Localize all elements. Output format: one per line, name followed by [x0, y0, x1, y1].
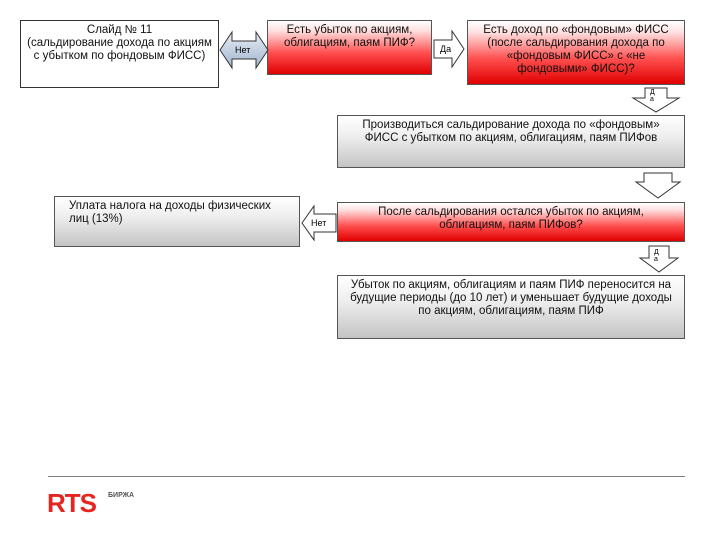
rts-logo-brand: RTS	[47, 488, 96, 518]
question-remaining-loss-box	[337, 202, 685, 242]
tax-payment-box	[54, 196, 300, 247]
slide-ref-box	[20, 20, 219, 88]
offset-action-box	[337, 115, 685, 168]
slide-ref-text: Слайд № 11 (сальдирование дохода по акциям с убытком по фондовым ФИСС)	[27, 24, 212, 62]
question-income-box	[467, 20, 685, 85]
carry-forward-text: Убыток по акциям, облигациям и паям ПИФ переносится на будущие периоды (до 10 лет) и уменьшает будущие доходы по акциям, облигациям, паям ПИФ	[350, 279, 672, 317]
question-loss-text: Есть убыток по акциям, облигациям, паям ПИФ?	[283, 24, 416, 49]
footer-divider	[48, 476, 685, 477]
tax-payment-text: Уплата налога на доходы физических лиц (13%)	[69, 200, 271, 225]
carry-forward-box	[337, 275, 685, 339]
rts-logo	[47, 489, 137, 519]
question-remaining-loss-text: После сальдирования остался убыток по акциям, облигациям, паям ПИФов?	[378, 206, 644, 231]
yes-label-3: Да	[654, 249, 659, 263]
question-loss-box	[267, 20, 432, 75]
rts-logo-sub: БИРЖА	[108, 492, 135, 499]
no-label-2: Нет	[311, 218, 327, 228]
yes-label-1: Да	[440, 44, 452, 54]
yes-label-2: Да	[650, 89, 655, 103]
down-arrow-plain	[636, 173, 680, 198]
no-label-1: Нет	[235, 45, 251, 55]
question-income-text: Есть доход по «фондовым» ФИСС (после сальдирования дохода по «фондовым ФИСС» с «не фондовыми» ФИСС)?	[483, 24, 669, 75]
offset-action-text: Производиться сальдирование дохода по «фондовым» ФИСС с убытком по акциям, облигациям, паям ПИФов	[362, 119, 660, 144]
